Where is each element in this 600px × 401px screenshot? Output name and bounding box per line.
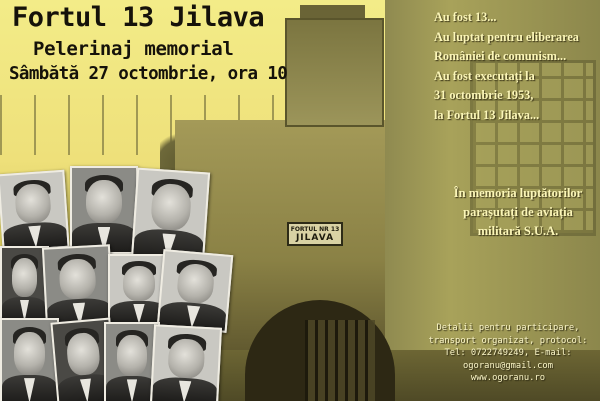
event-date: Sâmbătă 27 octombrie, ora 10	[9, 64, 288, 84]
tribute-line: În memoria luptătorilor	[453, 186, 583, 200]
portrait-photo	[150, 324, 222, 401]
fort-sign-line1: FORTUL NR 13	[290, 226, 340, 233]
memorial-line: Au fost executați la	[434, 68, 535, 83]
fort-sign-line2: JILAVA	[295, 233, 335, 243]
guard-tower	[285, 18, 384, 127]
tribute-line: parașutați de aviația	[463, 205, 573, 219]
memorial-line: 31 octombrie 1953,	[434, 88, 534, 102]
poster-title: Fortul 13 Jilava	[12, 2, 265, 33]
tribute-text-block	[438, 184, 598, 241]
memorial-line: Au fost 13...	[434, 10, 497, 24]
portrait-photo	[42, 244, 114, 329]
details-line: transport organizat, protocol:	[428, 335, 588, 346]
contact-phone-email-label: Tel: 0722749249, E-mail:	[444, 348, 572, 358]
memorial-line: Au luptat pentru eliberarea	[434, 29, 579, 44]
portrait-photo	[0, 170, 70, 252]
fort-name-sign	[287, 222, 343, 246]
memorial-line: României de comunism...	[434, 49, 567, 63]
website-url: www.ogoranu.ro	[470, 373, 546, 383]
details-line: Detalii pentru participare,	[436, 323, 580, 333]
portrait-photo	[70, 166, 138, 254]
iron-gate	[305, 320, 375, 401]
poster-subtitle: Pelerinaj memorial	[33, 38, 234, 60]
memorial-text-block	[434, 8, 599, 125]
contact-email: ogoranu@gmail.com	[462, 360, 554, 371]
memorial-line: la Fortul 13 Jilava...	[434, 107, 540, 122]
portrait-photo	[157, 249, 234, 333]
participation-details	[416, 322, 600, 385]
tribute-line: militară S.U.A.	[477, 224, 559, 238]
